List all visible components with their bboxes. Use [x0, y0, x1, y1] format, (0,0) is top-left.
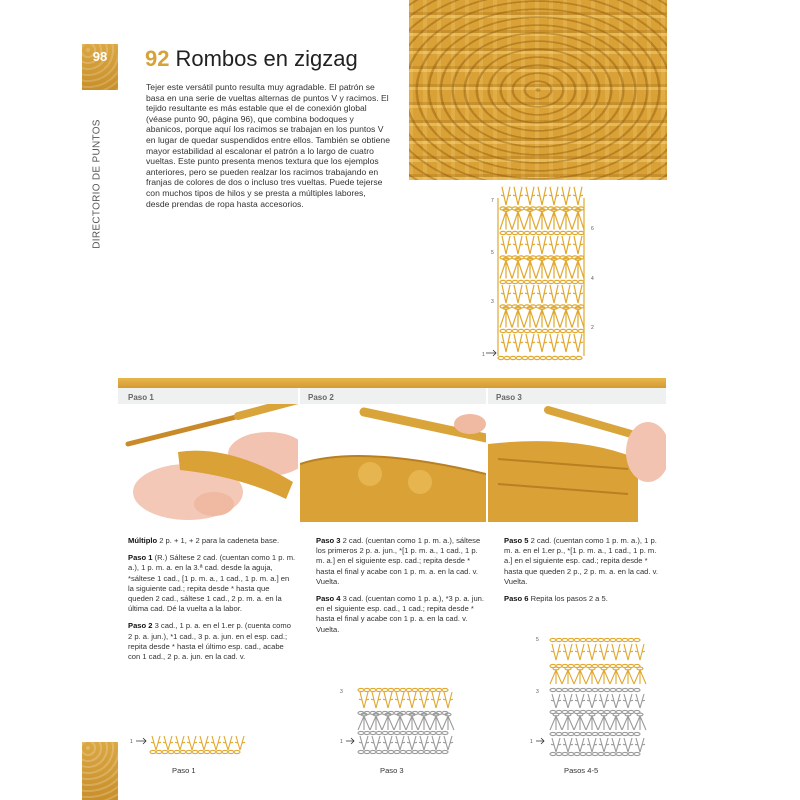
- diagram-pasos4-5-caption: Pasos 4-5: [564, 766, 599, 775]
- paso6-text: Repita los pasos 2 a 5.: [528, 594, 608, 604]
- paso2-text: 3 cad., 1 p. a. en el 1.er p. (cuenta como 2 p. a. jun.), *1 cad., 3 p. a. jun. en el esp. cad.; repita desde * hasta el último esp. cad., acabe con 1 cad., 2 p. a. jun. en la cad. v.: [128, 621, 291, 662]
- diagram-paso3: [336, 680, 456, 760]
- paso2-label: Paso 2: [128, 621, 153, 631]
- multiplo-label: Múltiplo: [128, 536, 158, 545]
- stitch-chart: [478, 186, 604, 370]
- step1-photo: [118, 404, 298, 522]
- diagram-paso3-row-3: 3: [340, 689, 343, 695]
- diagram-pasos4-5-row-5: 5: [536, 637, 539, 643]
- chart-row-label-2: 2: [591, 325, 594, 331]
- paso5-paragraph: [504, 536, 664, 587]
- chart-row-label-6: 6: [591, 226, 594, 232]
- stitch-swatch-photo: [409, 0, 667, 180]
- side-swatch-image: [82, 742, 118, 800]
- diagram-paso1: [128, 726, 248, 756]
- step1-label: Paso 1: [128, 393, 154, 402]
- page-title: [145, 46, 358, 72]
- step2-label: Paso 2: [308, 393, 334, 402]
- chart-row-label-5: 5: [491, 250, 494, 256]
- paso6-label: Paso 6: [504, 594, 529, 604]
- title-text: Rombos en zigzag: [175, 46, 358, 71]
- paso5-label: Paso 5: [504, 536, 529, 545]
- chart-row-label-7: 7: [491, 198, 494, 204]
- paso1-paragraph: [128, 553, 296, 614]
- section-label: DIRECTORIO DE PUNTOS: [91, 119, 103, 249]
- diagram-paso3-caption: Paso 3: [380, 766, 404, 775]
- diagram-paso1-caption: Paso 1: [172, 766, 196, 775]
- paso3-paragraph: [316, 536, 484, 587]
- page-number: 98: [82, 44, 118, 90]
- diagram-pasos4-5-row-1: 1: [530, 739, 533, 745]
- paso6-paragraph: [504, 594, 664, 604]
- paso2-paragraph: [128, 621, 296, 662]
- chart-row-label-4: 4: [591, 276, 594, 282]
- paso5-text: 2 cad. (cuentan como 1 p. m. a.), 1 p. m. a. en el 1.er p., *[1 p. m. a., 1 cad., 1 p. m. a.] en el siguiente esp. cad.; repita desde * hasta que queden 2 p., 2 p. m. a. en la cad. v. Vuelta.: [504, 536, 658, 586]
- paso4-label: Paso 4: [316, 594, 341, 604]
- step3-label: Paso 3: [496, 393, 522, 402]
- instructions-col3: [504, 536, 664, 611]
- chart-row-label-1: 1: [482, 352, 485, 358]
- chart-start-arrow: [486, 350, 496, 356]
- multiplo-text: 2 p. + 1, + 2 para la cadeneta base.: [157, 536, 280, 545]
- instructions-col1: [128, 536, 296, 669]
- instructions-col2: [316, 536, 484, 642]
- paso4-paragraph: [316, 594, 484, 635]
- diagram-paso3-row-1: 1: [340, 739, 343, 745]
- multiplo-paragraph: [128, 536, 296, 546]
- paso1-text: (R.) Sáltese 2 cad. (cuentan como 1 p. m. a.), 1 p. m. a. en la 3.ª cad. desde la aguja, *sáltese 1 cad., [1 p. m. a., 1 cad., 1 p. m. a.] en la siguiente cad.; repita desde * hasta que queden 2 cad., sáltese 1 cad., 2 p. m. a. en la última cad. Dé la vuelta a la labor.: [128, 553, 296, 614]
- diagram-pasos4-5: [522, 626, 652, 760]
- diagram-pasos4-5-row-3: 3: [536, 689, 539, 695]
- step3-photo: [488, 404, 666, 522]
- chart-row-label-3: 3: [491, 299, 494, 305]
- paso4-text: 3 cad. (cuentan como 1 p. a.), *3 p. a. jun. en el siguiente esp. cad., 1 cad.; repita desde * hasta el final y acabe con 1 p. a. en la cad. v. Vuelta.: [316, 594, 485, 634]
- paso3-label: Paso 3: [316, 536, 341, 545]
- diagram-paso1-row-1: 1: [130, 739, 133, 745]
- title-number: 92: [145, 46, 170, 71]
- intro-paragraph: Tejer este versátil punto resulta muy agradable. El patrón se basa en una serie de vueltas alternas de puntos V y racimos. El tejido resultante es más estable que el de conexión global (véase punto 90, página 96), que combina bodoques y abanicos, porque aquí los racimos se trabajan en los puntos V en lugar de quedar suspendidos entre ellos. También se obtiene mayor estabilidad al escalonar el patrón a lo largo de cuatro vueltas. Este punto presenta menos textura que los ejemplos anteriores, pero se pueden realzar los racimos trabajando en franjas de colores de dos o incluso tres vueltas. Puede tejerse con muchos tipos de hilos y se presta a múltiples labores, desde prendas de ropa hasta accesorios.: [146, 82, 390, 209]
- paso3-text: 2 cad. (cuentan como 1 p. m. a.), sáltese los primeros 2 p. a. jun., *[1 p. m. a., 1 cad., 1 p. m. a.] en el siguiente esp. cad.; repita desde * hasta el final y acabe con 1 p. m. a. en la cad. v. Vuelta.: [316, 536, 481, 586]
- steps-band: [118, 378, 666, 388]
- paso1-label: Paso 1: [128, 553, 153, 563]
- step2-photo: [300, 404, 486, 522]
